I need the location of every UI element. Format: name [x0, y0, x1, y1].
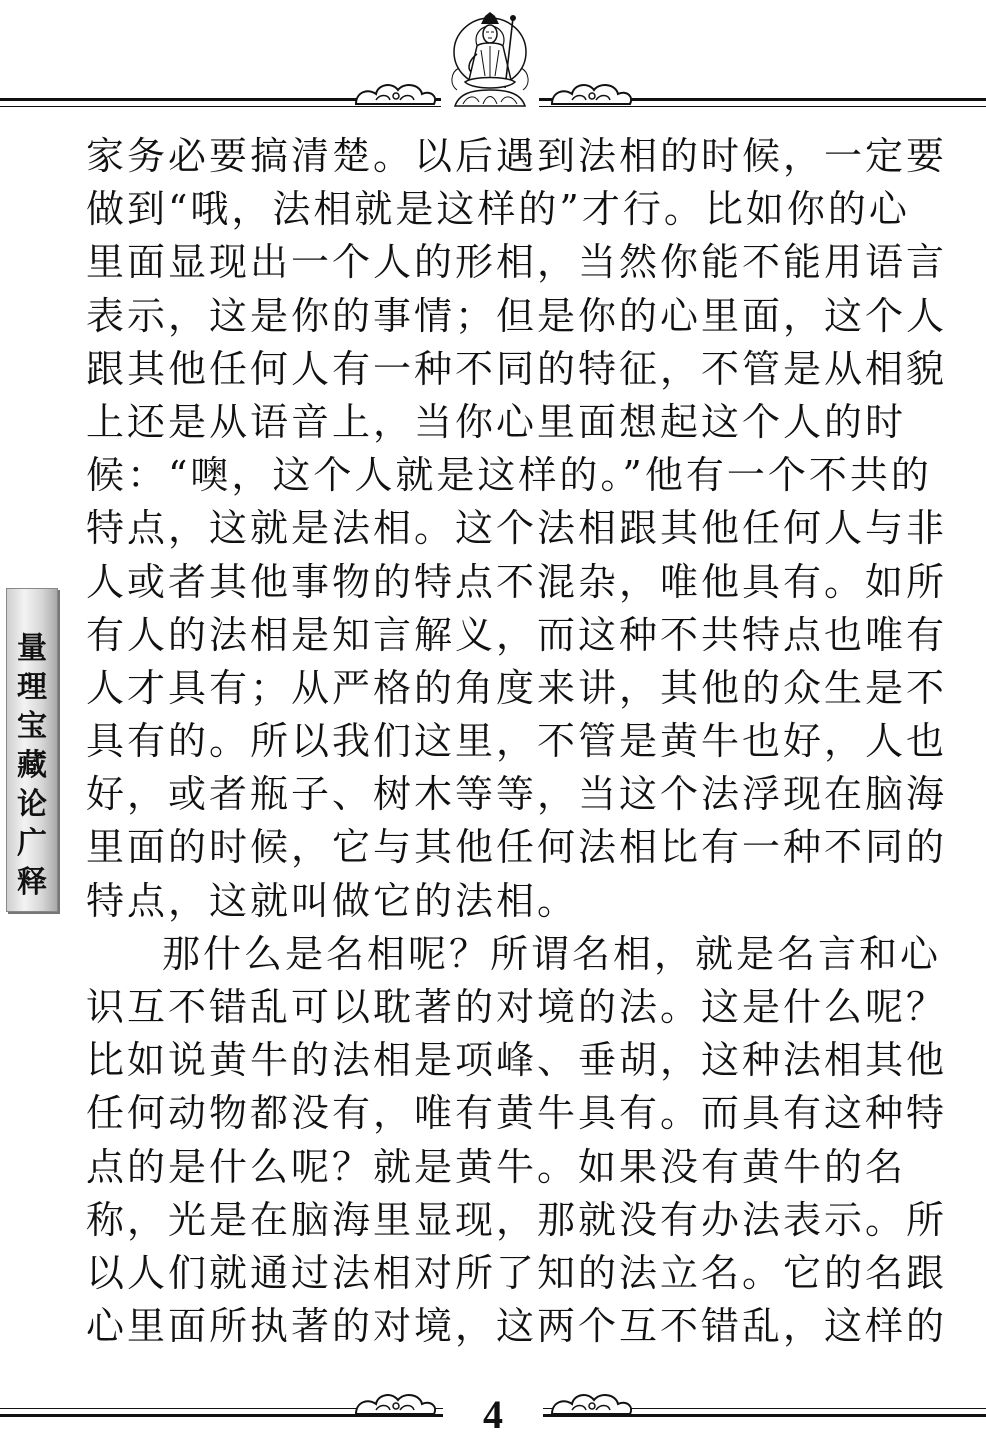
text-line: 上还是从语音上，当你心里面想起这个人的时: [86, 399, 907, 444]
header-cloud-right-icon: [548, 78, 634, 108]
footer-cloud-left-icon: [352, 1388, 438, 1418]
side-tab-char: 释: [17, 865, 47, 900]
text-line: 点的是什么呢？就是黄牛。如果没有黄牛的名: [86, 1144, 907, 1189]
text-line: 称，光是在脑海里显现，那就没有办法表示。所: [86, 1197, 948, 1242]
page-number: 4: [443, 1390, 543, 1440]
text-line: 里面的时候，它与其他任何法相比有一种不同的: [86, 825, 948, 870]
deity-figure-icon: [441, 10, 539, 114]
text-line: 候：“噢，这个人就是这样的。”他有一个不共的: [86, 453, 932, 498]
text-line: 有人的法相是知言解义，而这种不共特点也唯有: [86, 612, 948, 657]
side-tab-char: 论: [17, 787, 47, 822]
text-line: 特点，这就叫做它的法相。: [86, 878, 579, 923]
text-line: 表示，这是你的事情；但是你的心里面，这个人: [86, 293, 948, 338]
text-line: 特点，这就是法相。这个法相跟其他任何人与非: [86, 506, 948, 551]
text-line: 做到“哦，法相就是这样的”才行。比如你的心: [86, 187, 910, 232]
text-line: 人或者其他事物的特点不混杂，唯他具有。如所: [86, 559, 948, 604]
text-line: 任何动物都没有，唯有黄牛具有。而具有这种特: [86, 1091, 948, 1136]
side-tab-char: 广: [17, 826, 47, 861]
text-line: 跟其他任何人有一种不同的特征，不管是从相貌: [86, 346, 948, 391]
text-line: 以人们就通过法相对所了知的法立名。它的名跟: [86, 1250, 948, 1295]
header-cloud-left-icon: [352, 78, 438, 108]
text-line: 具有的。所以我们这里，不管是黄牛也好，人也: [86, 719, 948, 764]
book-title-side-tab: [6, 588, 58, 912]
side-tab-char: 藏: [17, 748, 47, 783]
paragraph-first-line: 那什么是名相呢？所谓名相，就是名言和心: [162, 931, 942, 976]
body-text: [86, 130, 948, 1353]
text-line: 好，或者瓶子、树木等等，当这个法浮现在脑海: [86, 772, 948, 817]
footer-cloud-right-icon: [548, 1388, 634, 1418]
text-line: 人才具有；从严格的角度来讲，其他的众生是不: [86, 665, 948, 710]
side-tab-char: 理: [17, 670, 47, 705]
text-line: 心里面所执著的对境，这两个互不错乱，这样的: [86, 1304, 948, 1349]
text-line: 里面显现出一个人的形相，当然你能不能用语言: [86, 240, 948, 285]
side-tab-char: 量: [17, 631, 47, 666]
text-line: 识互不错乱可以耽著的对境的法。这是什么呢？: [86, 985, 948, 1029]
text-line: 比如说黄牛的法相是项峰、垂胡，这种法相其他: [86, 1038, 948, 1083]
text-line: 家务必要搞清楚。以后遇到法相的时候，一定要: [86, 134, 948, 178]
side-tab-char: 宝: [17, 709, 47, 744]
